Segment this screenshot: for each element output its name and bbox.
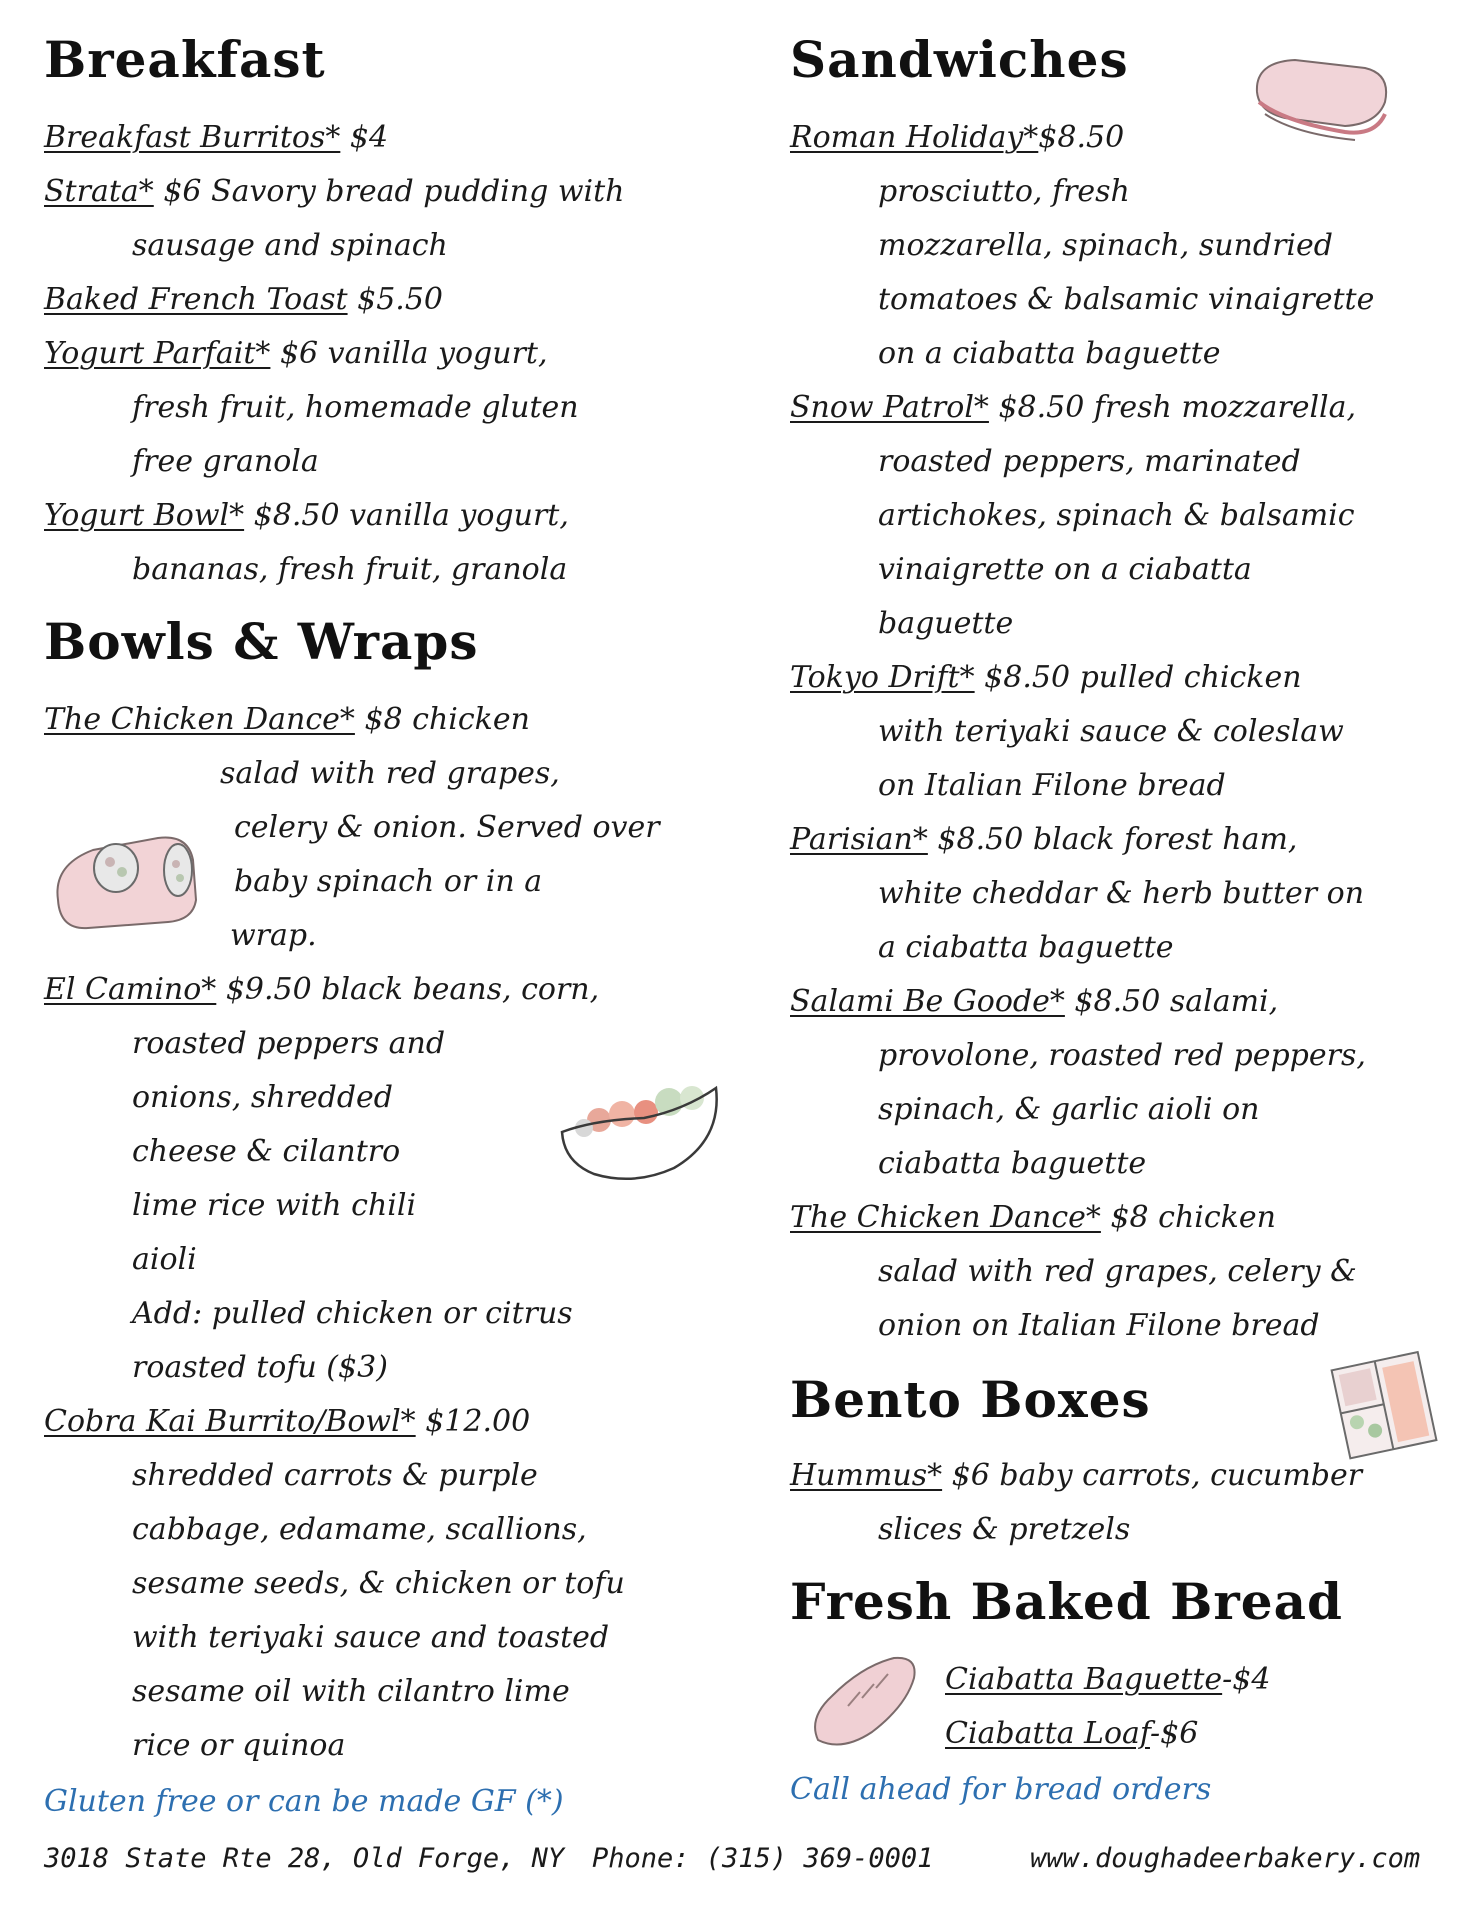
bowl-illustration-icon: [554, 1070, 724, 1190]
item-name: Yogurt Bowl*: [44, 498, 245, 533]
item-description-cont: salad with red grapes, celery &: [878, 1254, 1357, 1289]
item-description-cont: sausage and spinach: [132, 228, 448, 263]
item-description-cont: wrap.: [230, 918, 317, 953]
item-description: $9.50 black beans, corn,: [216, 972, 600, 1007]
item-price: $5.50: [347, 282, 443, 317]
sandwiches-heading: Sandwiches: [790, 30, 1129, 89]
item-description-cont: artichokes, spinach & balsamic: [878, 498, 1355, 533]
menu-item-snow-patrol: [790, 388, 1356, 428]
item-description-cont: bananas, fresh fruit, granola: [132, 552, 568, 587]
wrap-illustration-icon: [48, 820, 198, 940]
item-description-cont: fresh fruit, homemade gluten: [132, 390, 579, 425]
item-description: $8 chicken: [354, 702, 530, 737]
item-name: Breakfast Burritos*: [44, 120, 341, 155]
item-description-cont: with teriyaki sauce & coleslaw: [878, 714, 1344, 749]
gluten-free-note: Gluten free or can be made GF (*): [44, 1784, 564, 1819]
item-description-cont: sesame seeds, & chicken or tofu: [132, 1566, 625, 1601]
menu-item-roman-holiday: [790, 118, 1124, 158]
item-description-cont: with teriyaki sauce and toasted: [132, 1620, 610, 1655]
bowls-wraps-heading: Bowls & Wraps: [44, 612, 479, 671]
item-description: $6 vanilla yogurt,: [270, 336, 548, 371]
bread-loaf-illustration-icon: [802, 1648, 922, 1758]
item-price: -$6: [1149, 1716, 1199, 1751]
menu-item-yogurt-bowl: [44, 496, 569, 536]
item-description-cont: celery & onion. Served over: [234, 810, 660, 845]
item-description-cont: sesame oil with cilantro lime: [132, 1674, 570, 1709]
item-description-cont: ciabatta baguette: [878, 1146, 1147, 1181]
item-description-cont: provolone, roasted red peppers,: [878, 1038, 1366, 1073]
item-description: $12.00: [415, 1404, 531, 1439]
item-name: Strata*: [44, 174, 154, 209]
menu-item-yogurt-parfait: [44, 334, 548, 374]
item-description: $6 Savory bread pudding with: [153, 174, 625, 209]
item-name: Tokyo Drift*: [790, 660, 975, 695]
item-name: Baked French Toast: [44, 282, 348, 317]
item-name: Salami Be Goode*: [790, 984, 1065, 1019]
item-description-cont: salad with red grapes,: [220, 756, 560, 791]
menu-item-el-camino: [44, 970, 599, 1010]
item-description-cont: roasted tofu ($3): [132, 1350, 388, 1385]
item-description: $8.50 black forest ham,: [927, 822, 1298, 857]
item-description-cont: tomatoes & balsamic vinaigrette: [878, 282, 1375, 317]
item-description-cont: onions, shredded: [132, 1080, 394, 1115]
item-name: Ciabatta Baguette: [945, 1662, 1223, 1697]
item-description-cont: on a ciabatta baguette: [878, 336, 1221, 371]
address: 3018 State Rte 28, Old Forge, NY: [44, 1843, 565, 1874]
item-description-cont: white cheddar & herb butter on: [878, 876, 1365, 911]
item-description-cont: vinaigrette on a ciabatta: [878, 552, 1252, 587]
item-description-cont: free granola: [132, 444, 319, 479]
item-description-cont: baby spinach or in a: [234, 864, 543, 899]
item-description-cont: cabbage, edamame, scallions,: [132, 1512, 587, 1547]
website-link[interactable]: www.doughadeerbakery.com: [1030, 1843, 1421, 1874]
item-description-cont: shredded carrots & purple: [132, 1458, 538, 1493]
item-description-cont: roasted peppers and: [132, 1026, 446, 1061]
item-description-cont: lime rice with chili: [132, 1188, 417, 1223]
item-description: $8.50 fresh mozzarella,: [988, 390, 1357, 425]
item-price: $8.50: [1038, 120, 1125, 155]
item-description: $6 baby carrots, cucumber: [942, 1458, 1363, 1493]
item-description-cont: slices & pretzels: [878, 1512, 1131, 1547]
menu-item-parisian: [790, 820, 1297, 860]
item-name: Roman Holiday*: [790, 120, 1039, 155]
breakfast-heading: Breakfast: [44, 30, 326, 89]
item-description-cont: onion on Italian Filone bread: [878, 1308, 1320, 1343]
menu-item-chicken-dance-sandwich: [790, 1198, 1276, 1238]
menu-item-tokyo-drift: [790, 658, 1302, 698]
menu-item-ciabatta-baguette: [945, 1660, 1270, 1700]
item-description-cont: baguette: [878, 606, 1014, 641]
item-description-cont: Add: pulled chicken or citrus: [132, 1296, 573, 1331]
item-name: El Camino*: [44, 972, 217, 1007]
menu-item-hummus: [790, 1456, 1362, 1496]
item-description-cont: rice or quinoa: [132, 1728, 346, 1763]
item-description: $8.50 pulled chicken: [974, 660, 1302, 695]
item-name: The Chicken Dance*: [44, 702, 355, 737]
fresh-baked-bread-heading: Fresh Baked Bread: [790, 1572, 1343, 1631]
item-description: $8.50 salami,: [1064, 984, 1279, 1019]
item-name: Hummus*: [790, 1458, 943, 1493]
menu-item-chicken-dance-wrap: [44, 700, 530, 740]
item-description-cont: spinach, & garlic aioli on: [878, 1092, 1260, 1127]
menu-item-baked-french-toast: [44, 280, 443, 320]
item-price: -$4: [1222, 1662, 1271, 1697]
item-description-cont: roasted peppers, marinated: [878, 444, 1301, 479]
item-description-cont: cheese & cilantro: [132, 1134, 401, 1169]
item-description-cont: mozzarella, spinach, sundried: [878, 228, 1333, 263]
bento-box-illustration-icon: [1330, 1350, 1440, 1460]
item-description-cont: aioli: [132, 1242, 197, 1277]
item-price: $4: [340, 120, 389, 155]
menu-item-ciabatta-loaf: [945, 1714, 1198, 1754]
item-description: $8 chicken: [1100, 1200, 1276, 1235]
item-name: Yogurt Parfait*: [44, 336, 271, 371]
sandwich-illustration-icon: [1245, 52, 1395, 142]
menu-item-cobra-kai: [44, 1402, 530, 1442]
phone-number: Phone: (315) 369-0001: [592, 1843, 934, 1874]
bento-boxes-heading: Bento Boxes: [790, 1370, 1151, 1429]
item-description: $8.50 vanilla yogurt,: [244, 498, 569, 533]
menu-item-breakfast-burritos: [44, 118, 388, 158]
item-name: Parisian*: [790, 822, 928, 857]
menu-item-strata: [44, 172, 624, 212]
item-description-cont: on Italian Filone bread: [878, 768, 1226, 803]
item-description-cont: prosciutto, fresh: [878, 174, 1130, 209]
item-description-cont: a ciabatta baguette: [878, 930, 1174, 965]
item-name: Ciabatta Loaf: [945, 1716, 1150, 1751]
footer: [44, 1843, 1444, 1883]
item-name: Snow Patrol*: [790, 390, 989, 425]
bread-order-note: Call ahead for bread orders: [790, 1772, 1212, 1807]
item-name: Cobra Kai Burrito/Bowl*: [44, 1404, 416, 1439]
menu-item-salami-be-goode: [790, 982, 1278, 1022]
item-name: The Chicken Dance*: [790, 1200, 1101, 1235]
